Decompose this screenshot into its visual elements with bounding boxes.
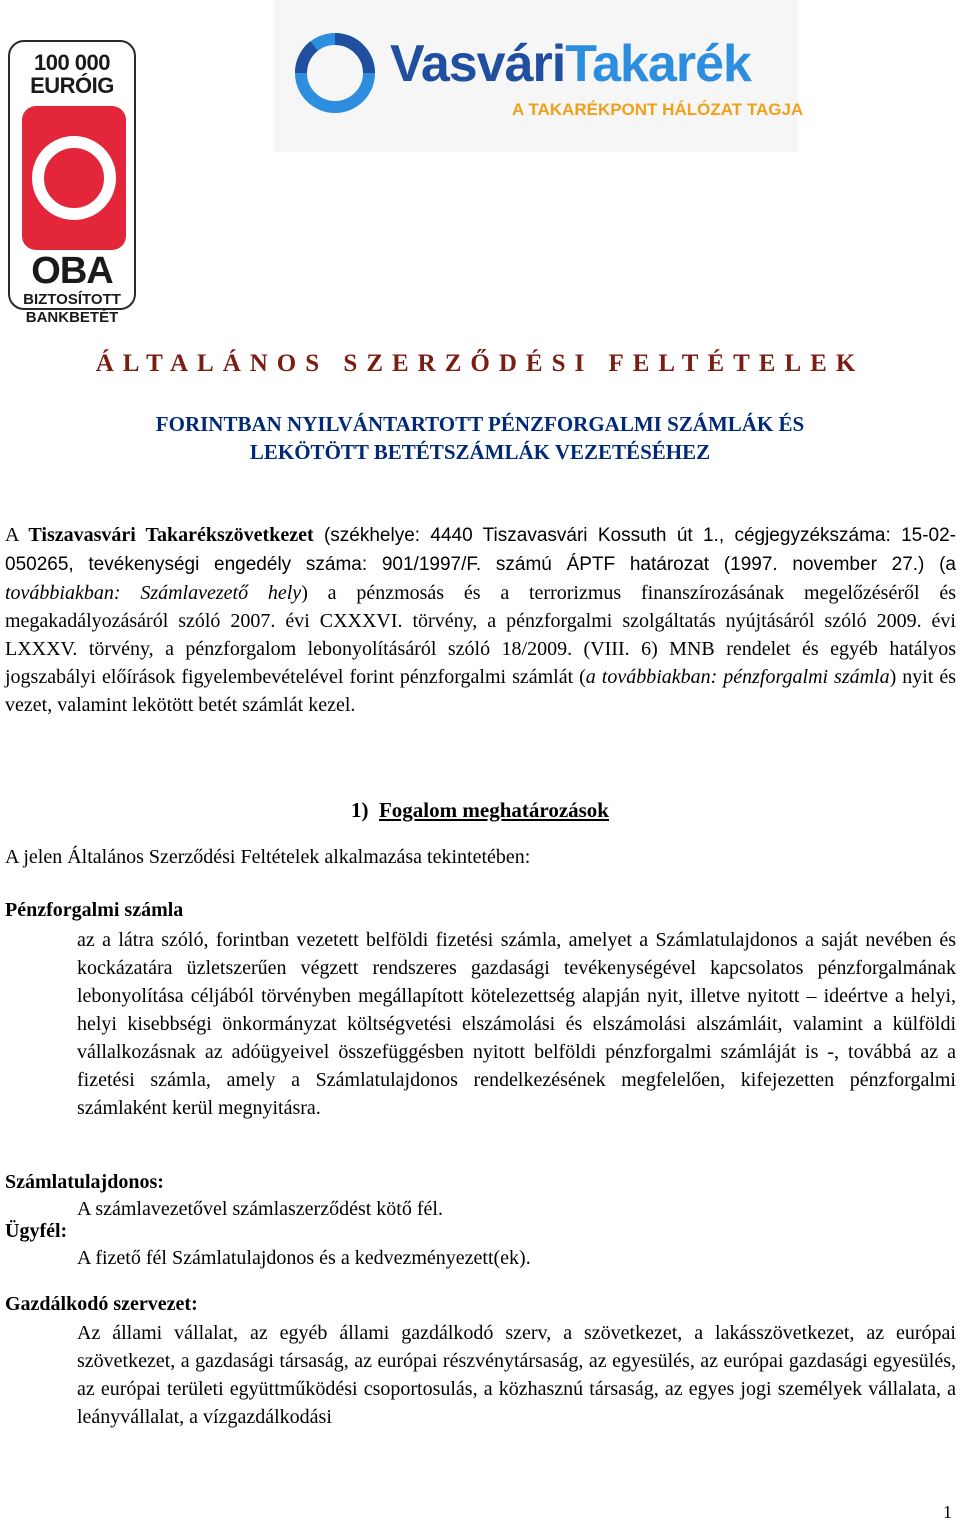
bank-logo-tagline: A TAKARÉKPONT HÁLÓZAT TAGJA <box>512 100 804 119</box>
document-subtitle <box>0 410 960 466</box>
intro-italic-2: a továbbiakban: pénzforgalmi számla <box>585 666 890 688</box>
definition-text: A számlavezetővel számlaszerződést kötő fél. <box>77 1198 443 1220</box>
definition-term: Számlatulajdonos: <box>5 1171 164 1193</box>
definition-term: Ügyfél: <box>5 1220 68 1242</box>
oba-currency: EURÓIG <box>30 73 114 98</box>
intro-text-2: (székhelye: 4440 Tiszavasvári Kossuth út 1., cégjegyzékszáma: 15-02-050265, tevékenységi engedély száma: 901/1997/F. számú ÁPTF határozat (1997. november 27.) (a <box>5 525 956 575</box>
bank-logo-mark-icon <box>294 32 376 114</box>
document-title: ÁLTALÁNOS SZERZŐDÉSI FELTÉTELEK <box>95 350 865 377</box>
definition-text: A fizető fél Számlatulajdonos és a kedvezményezett(ek). <box>77 1247 531 1269</box>
intro-italic-1: továbbiakban: Számlavezető hely <box>5 582 302 604</box>
bank-logo-name <box>390 35 751 93</box>
definition-term: Pénzforgalmi számla <box>5 899 184 921</box>
intro-bank-name: Tiszavasvári Takarékszövetkezet <box>28 524 314 546</box>
oba-ring-icon <box>22 106 126 250</box>
page-number: 1 <box>943 1502 952 1522</box>
intro-text-1: A <box>5 524 29 546</box>
oba-badge <box>8 40 136 326</box>
intro-paragraph <box>5 521 956 719</box>
definition-text: az a látra szóló, forintban vezetett belföldi fizetési számla, amelyet a Számlatulajdonos a saját nevében és kockázatára üzletszerűen végzett rendszeres gazdasági tevékenységével kapcsolatos pénzforgalmának lebonyolítása céljából törvényben megállapított kötelezettség alapján nyit, illetve nyitott – ideértve a helyi, helyi kisebbségi önkormányzat költségvetési elszámolási és elszámolási alszámláit, valamint a külföldi vállalkozásnak az adóügyeivel összefüggésben nyitott belföldi pénzforgalmi számláját is -, továbbá az a fizetési számla, amely a Számlatulajdonos rendelkezésének megfelelően, kifejezetten pénzforgalmi számlaként kerül megnyitásra. <box>77 929 956 1119</box>
subtitle-line-1: FORINTBAN NYILVÁNTARTOTT PÉNZFORGALMI SZÁMLÁK ÉS <box>155 412 805 436</box>
definition-term: Gazdálkodó szervezet: <box>5 1293 198 1315</box>
oba-insured: BIZTOSÍTOTT <box>23 291 121 308</box>
intro-text-4: ) nyit és vezet, valamint lekötött betét számlát kezel. <box>5 666 956 716</box>
section-number: 1) <box>350 798 369 822</box>
bank-logo-name-part1: Vasvári <box>390 35 566 93</box>
oba-amount: 100 000 <box>33 50 111 75</box>
oba-deposit: BANKBETÉT <box>25 309 119 326</box>
section-title: Fogalom meghatározások <box>378 798 609 822</box>
intro-text-3: ) a pénzmosás és a terrorizmus finanszírozásának megelőzéséről és megakadályozásáról szóló 2007. évi CXXXVI. törvény, a pénzforgalmi szolgáltatás nyújtásáról szóló 2009. évi LXXXV. törvény, a pénzforgalom lebonyolításáról szóló 18/2009. (VIII. 6) MNB rendelet és egyéb hatályos jogszabályi előírások figyelembevételével forint pénzforgalmi számlát ( <box>5 582 956 688</box>
section-heading <box>0 798 960 823</box>
definition-text: Az állami vállalat, az egyéb állami gazdálkodó szerv, a szövetkezet, a lakásszövetkezet, az európai szövetkezet, a gazdasági társaság, az európai részvénytársaság, az egyesülés, az európai gazdasági egyesülés, az európai területi együttműködési csoportosulás, a közhasznú társaság, az egyes jogi személyek vállalata, a leányvállalat, a vízgazdálkodási <box>77 1322 956 1428</box>
section-intro: A jelen Általános Szerződési Feltételek alkalmazása tekintetében: <box>5 846 531 868</box>
subtitle-line-2: LEKÖTÖTT BETÉTSZÁMLÁK VEZETÉSÉHEZ <box>249 440 711 464</box>
bank-logo-name-part2: Takarék <box>565 35 751 93</box>
oba-name: OBA <box>31 250 113 292</box>
